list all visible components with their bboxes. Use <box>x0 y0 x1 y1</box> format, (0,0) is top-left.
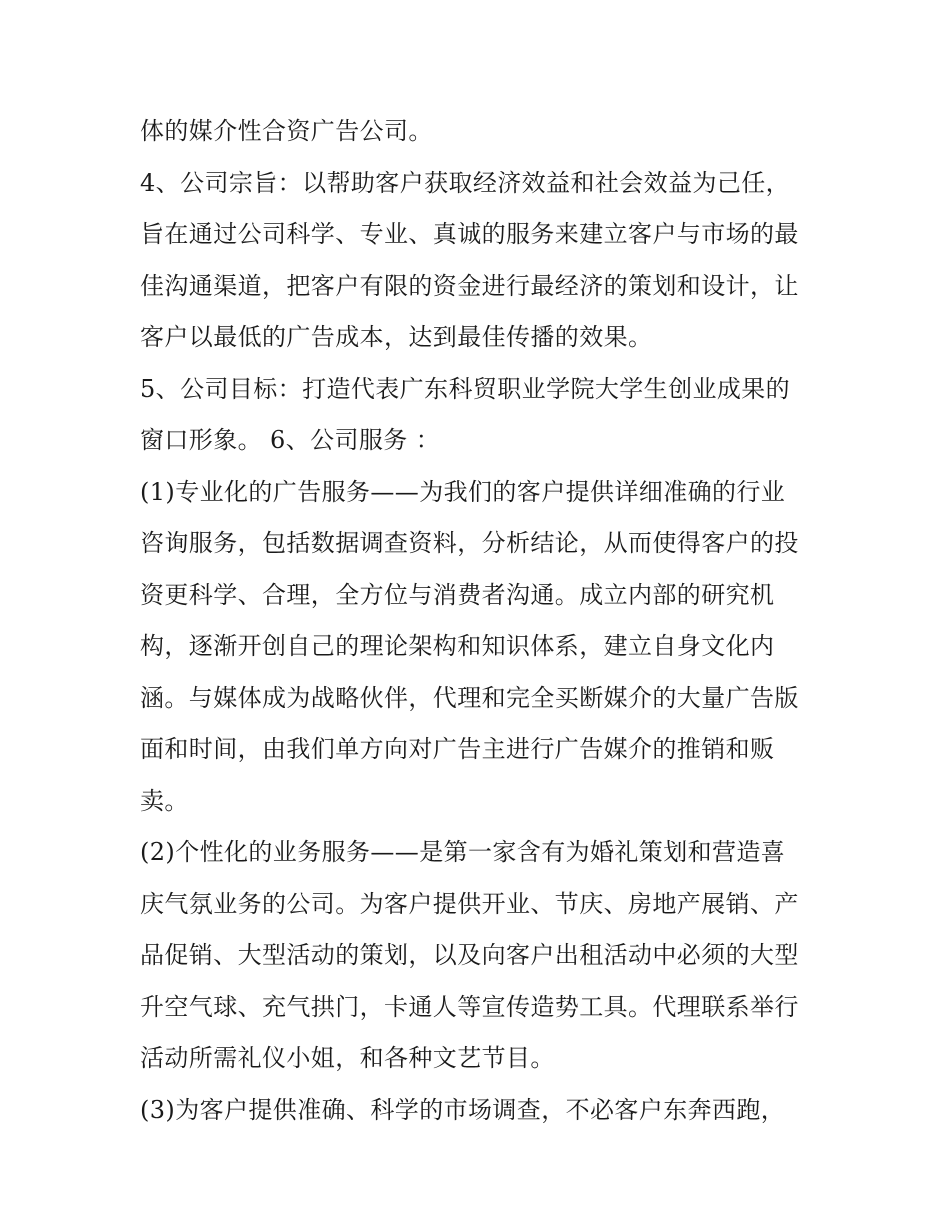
text-line: 面和时间，由我们单方向对广告主进行广告媒介的推销和贩 <box>140 735 775 763</box>
text-line: 卖。 <box>140 786 189 815</box>
text-line: 品促销、大型活动的策划，以及向客户出租活动中必须的大型 <box>140 941 799 969</box>
text-line: 升空气球、充气拱门，卡通人等宣传造势工具。代理联系举行 <box>140 992 799 1021</box>
text-line: (2)个性化的业务服务——是第一家含有为婚礼策划和营造喜 <box>140 838 786 866</box>
text-line: 咨询服务，包括数据调查资料，分析结论，从而使得客户的投 <box>140 529 799 557</box>
text-line: 涵。与媒体成为战略伙伴，代理和完全买断媒介的大量广告版 <box>140 683 799 712</box>
text-line: 庆气氛业务的公司。为客户提供开业、节庆、房地产展销、产 <box>140 889 799 918</box>
text-line: 资更科学、合理，全方位与消费者沟通。成立内部的研究机 <box>140 580 775 609</box>
text-line: 活动所需礼仪小姐，和各种文艺节目。 <box>140 1044 555 1072</box>
text-line: (3)为客户提供准确、科学的市场调查，不必客户东奔西跑， <box>140 1095 786 1124</box>
text-line: 客户以最低的广告成本，达到最佳传播的效果。 <box>140 323 653 351</box>
text-line: 体的媒介性合资广告公司。 <box>140 117 433 145</box>
text-line: 旨在通过公司科学、专业、真诚的服务来建立客户与市场的最 <box>140 220 799 248</box>
text-line: 构，逐渐开创自己的理论架构和知识体系，建立自身文化内 <box>140 632 775 660</box>
document-body <box>140 106 820 1136</box>
text-line: 佳沟通渠道，把客户有限的资金进行最经济的策划和设计，让 <box>140 271 799 300</box>
text-line: 4、公司宗旨：以帮助客户获取经济效益和社会效益为己任， <box>140 168 791 197</box>
text-line: 5、公司目标：打造代表广东科贸职业学院大学生创业成果的 <box>140 374 791 403</box>
text-line: (1)专业化的广告服务——为我们的客户提供详细准确的行业 <box>140 477 786 506</box>
text-line: 窗口形象。 6、公司服务 ： <box>140 426 441 454</box>
